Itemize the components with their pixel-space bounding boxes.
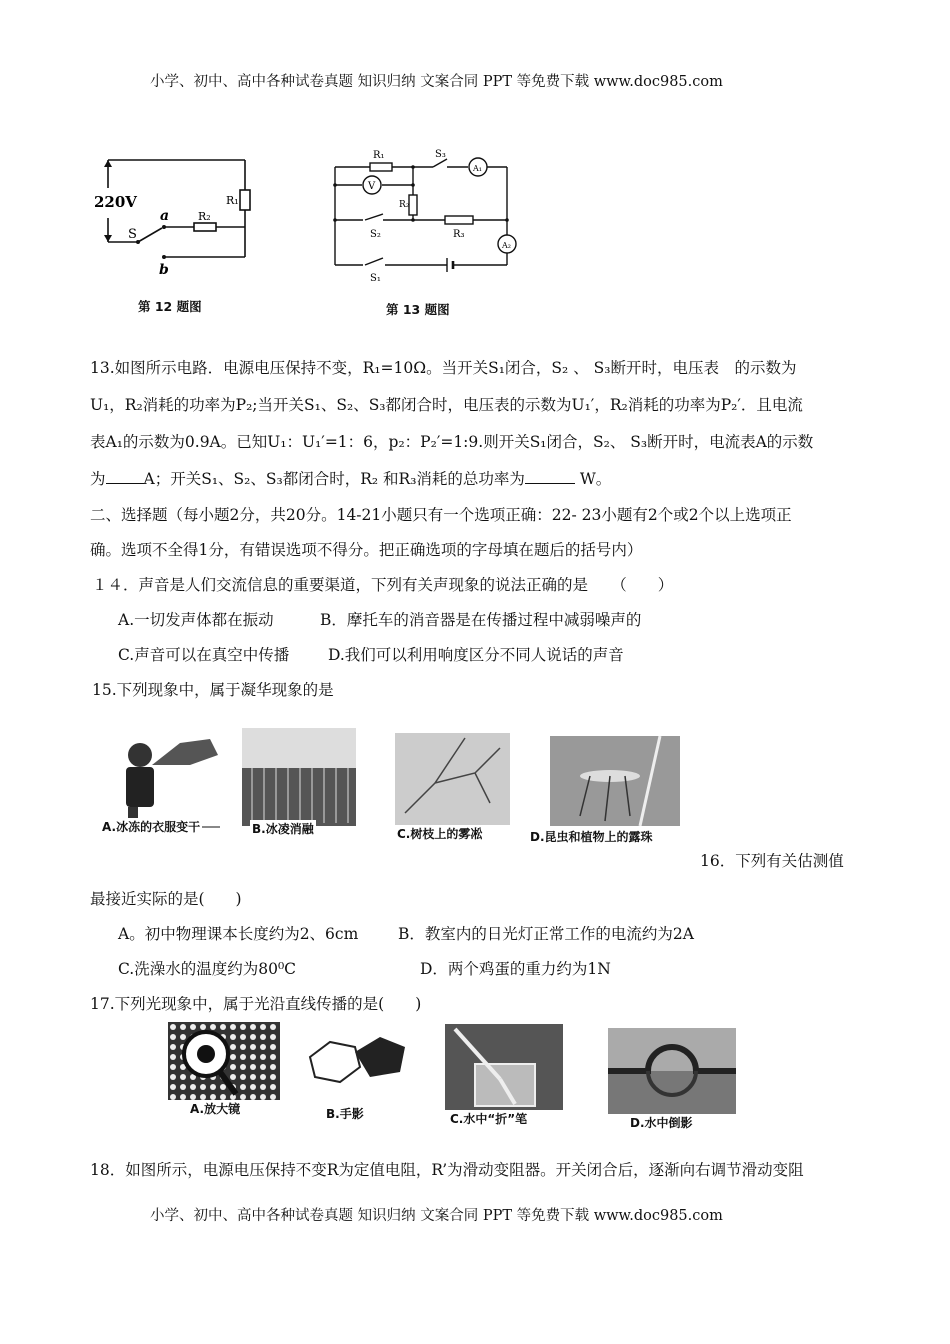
fig13-a1: A₁ (473, 164, 482, 173)
q17-image-d (608, 1028, 736, 1114)
q13-blank-1 (106, 483, 144, 484)
q16-option-d: D．两个鸡蛋的重力约为1N (420, 960, 611, 978)
circuit-diagram-12 (90, 150, 260, 320)
section2-line-1: 二、选择题（每小题2分，共20分。14-21小题只有一个选项正确：22- 23小题有2个或2个以上选项正 (90, 506, 792, 524)
q15-caption-b: B.冰凌消融 (252, 822, 314, 836)
fig13-v: V (368, 181, 376, 192)
q15-caption-a: A.冰冻的衣服变干 (102, 820, 201, 834)
q17-caption-d: D.水中倒影 (630, 1116, 693, 1130)
q17-caption-a: A.放大镜 (190, 1102, 241, 1116)
fig13-s2: S₂ (370, 229, 381, 240)
q18-line-1: 18．如图所示，电源电压保持不变R为定值电阻，R’为滑动变阻器。开关闭合后，逐渐向右调节滑动变阻 (90, 1161, 804, 1179)
fig13-s1: S₁ (370, 273, 381, 284)
q16-option-c: C.洗澡水的温度约为80⁰C (118, 960, 297, 978)
fig12-b: b (159, 262, 169, 278)
q16-option-a: A。初中物理课本长度约为2、6cm (118, 925, 359, 943)
q15-image-b (242, 728, 356, 826)
q17-stem: 17.下列光现象中，属于光沿直线传播的是( ) (90, 995, 422, 1013)
fig13-r2: R₂ (399, 200, 410, 210)
q14-option-d: D.我们可以利用响度区分不同人说话的声音 (328, 646, 624, 664)
q14-option-c: C.声音可以在真空中传播 (118, 646, 290, 664)
q14-option-b: B．摩托车的消音器是在传播过程中减弱噪声的 (320, 611, 642, 629)
q15-stem: 15.下列现象中，属于凝华现象的是 (92, 681, 334, 699)
q13-line-1: 13.如图所示电路．电源电压保持不变，R₁=10Ω。当开关S₁闭合，S₂ 、 S₃断开时，电压表 的示数为 (90, 359, 797, 377)
q17-image-c (445, 1024, 563, 1110)
q15-image-d (550, 736, 680, 826)
q17-caption-c: C.水中“折”笔 (450, 1112, 528, 1126)
q15-image-c (395, 733, 510, 825)
q15-caption-c: C.树枝上的雾凇 (397, 827, 483, 841)
q17-caption-b: B.手影 (326, 1107, 364, 1121)
q14-option-a: A.一切发声体都在振动 (118, 611, 274, 629)
q16-option-b: B．教室内的日光灯正常工作的电流约为2A (398, 925, 694, 943)
fig12-a: a (160, 208, 170, 224)
q15-caption-d: D.昆虫和植物上的露珠 (530, 830, 653, 844)
q16-stem-1: 16．下列有关估测值 (700, 852, 844, 870)
fig12-voltage: 220V (94, 193, 137, 211)
q17-image-a (168, 1022, 280, 1100)
section2-line-2: 确。选项不全得1分，有错误选项不得分。把正确选项的字母填在题后的括号内） (90, 541, 643, 559)
fig12-r2: R₂ (198, 210, 211, 223)
q13-line-4: 为 A；开关S₁、S₂、S₃都闭合时，R₂ 和R₃消耗的总功率为 W。 (90, 470, 612, 488)
q14-stem: １４．声音是人们交流信息的重要渠道，下列有关声现象的说法正确的是 （ ） (92, 576, 674, 594)
page-footer: 小学、初中、高中各种试卷真题 知识归纳 文案合同 PPT 等免费下载 www.doc985.com (150, 1208, 723, 1224)
q17-image-b (300, 1027, 412, 1102)
fig13-s3: S₃ (435, 149, 446, 160)
q13-blank-2 (525, 483, 575, 484)
fig12-s: S (128, 227, 137, 242)
fig13-a2: A₂ (502, 241, 511, 250)
fig12-caption: 第 12 题图 (138, 299, 202, 314)
circuit-diagram-13 (325, 145, 530, 285)
q13-line-2: U₁，R₂消耗的功率为P₂;当开关S₁、S₂、S₃都闭合时，电压表的示数为U₁′，R₂消耗的功率为P₂′．且电流 (90, 396, 803, 414)
fig13-r1: R₁ (373, 150, 385, 161)
q16-stem-2: 最接近实际的是( ) (90, 890, 242, 908)
fig13-caption: 第 13 题图 (386, 302, 450, 317)
q13-line-3: 表A₁的示数为0.9A。已知U₁：U₁′=1：6，p₂：P₂′=1:9.则开关S₁闭合，S₂、 S₃断开时，电流表A的示数 (90, 433, 814, 451)
page-header: 小学、初中、高中各种试卷真题 知识归纳 文案合同 PPT 等免费下载 www.doc985.com (150, 74, 723, 90)
fig13-r3: R₃ (453, 229, 465, 240)
fig12-r1: R₁ (226, 194, 239, 207)
